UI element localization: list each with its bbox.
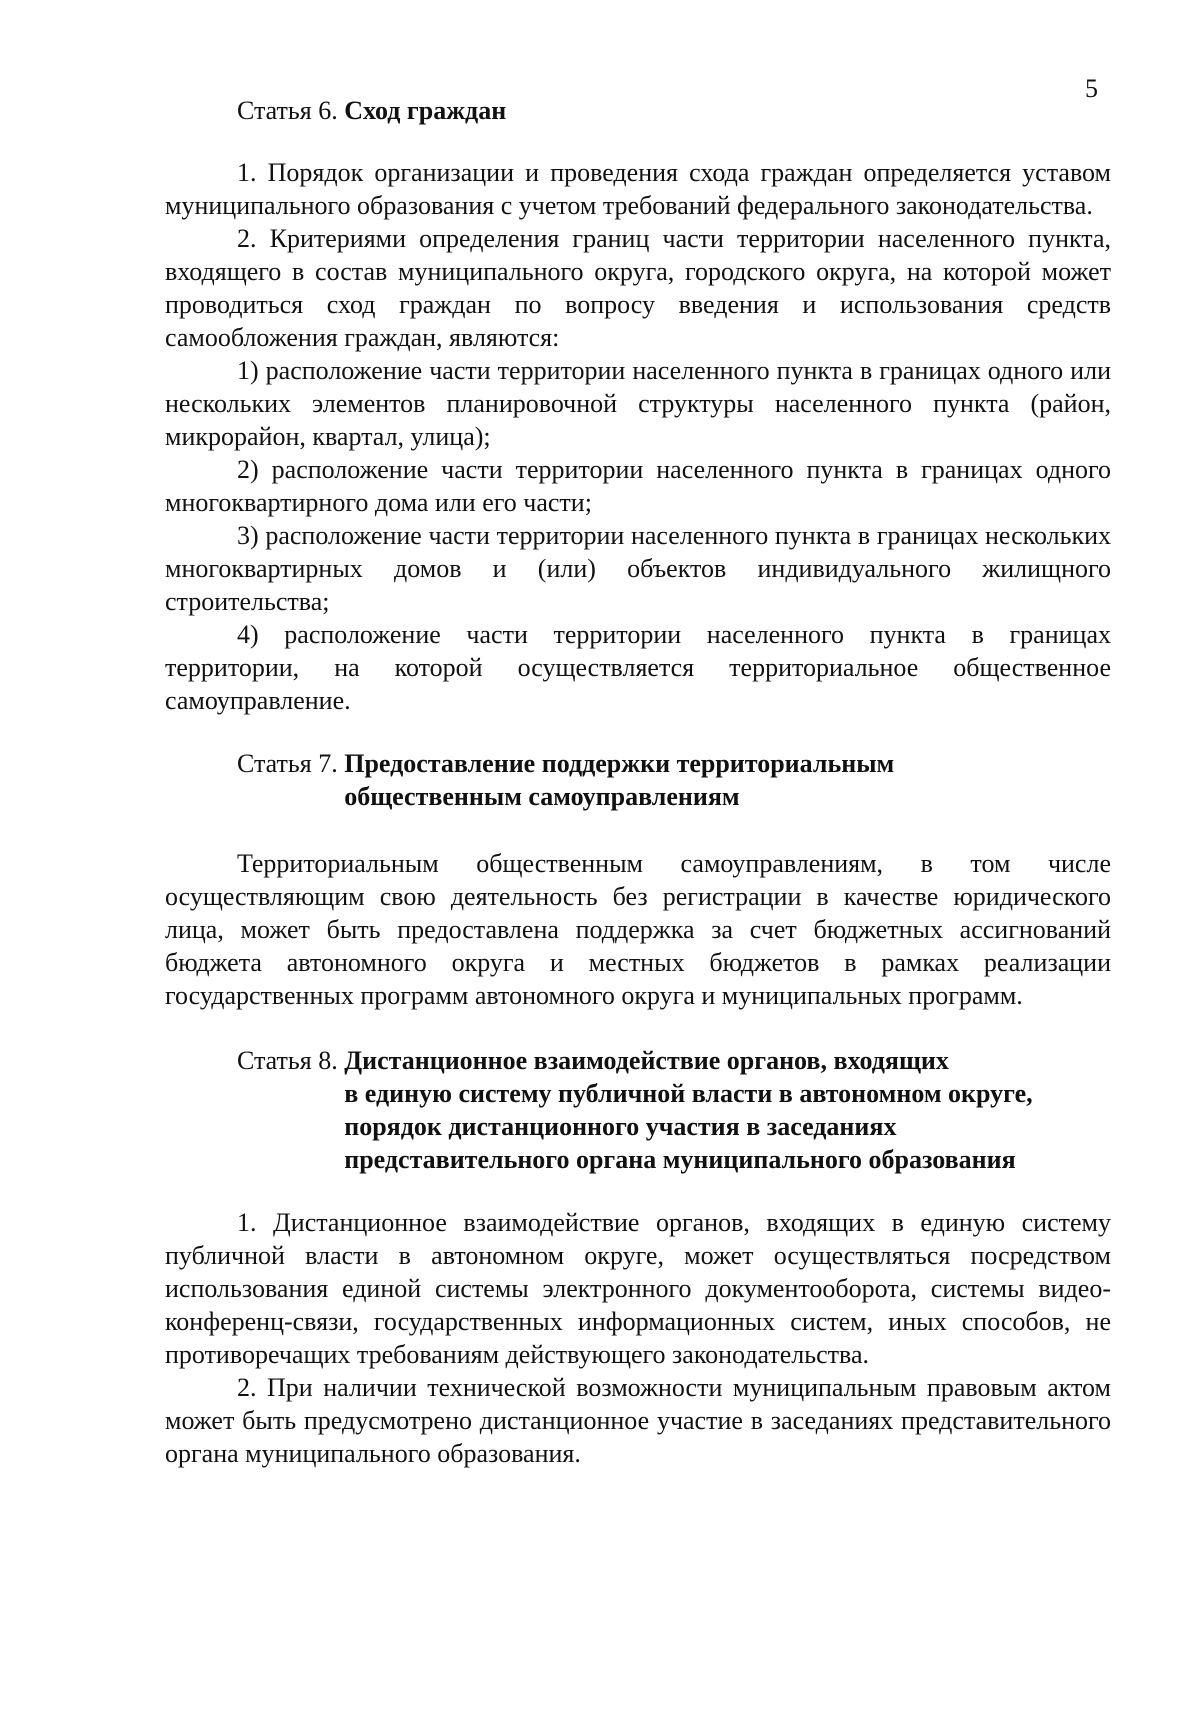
article-6-heading [165,94,1111,127]
article-8-title-line: в единую систему публичной власти в автономном округе, [344,1079,1033,1108]
article-8-title [344,1044,1032,1176]
article-6-list-item: 4) расположение части территории населенного пункта в границах территории, на которой осуществляется территориальное общественное самоуправление. [165,620,1111,715]
article-8-paragraph: 1. Дистанционное взаимодействие органов, входящих в единую систему публичной власти в автономном округе, может осуществляться посредством использования единой системы электронного документооборота, системы видео-конференц-связи, государственных информационных систем, иных способов, не противоречащих требованиям действующего законодательства. [165,1208,1111,1369]
page-number: 5 [1085,74,1098,103]
article-7-title [344,747,894,813]
article-8-paragraph: 2. При наличии технической возможности муниципальным правовым актом может быть предусмотрено дистанционное участие в заседаниях представительного органа муниципального образования. [165,1373,1111,1468]
article-6-title [344,94,506,127]
article-6-paragraph: 1. Порядок организации и проведения схода граждан определяется уставом муниципального образования с учетом требований федерального законодательства. [165,158,1111,220]
article-6-number: Статья 6. [237,96,345,125]
article-7-heading [165,747,1111,813]
article-6-list-item: 2) расположение части территории населенного пункта в границах одного многоквартирного дома или его части; [165,455,1111,517]
article-7-title-line: Предоставление поддержки территориальным [344,749,895,778]
document-body [165,94,1111,1470]
article-7-title-line: общественным самоуправлениям [344,782,740,811]
article-8-heading [165,1044,1111,1176]
article-7-number: Статья 7. [237,749,345,778]
article-6-list-item: 3) расположение части территории населенного пункта в границах нескольких многоквартирных домов и (или) объектов индивидуального жилищного строительства; [165,521,1111,616]
article-8-number: Статья 8. [237,1046,345,1075]
article-8-title-line: представительного органа муниципального образования [344,1145,1016,1174]
article-7-paragraph: Территориальным общественным самоуправлениям, в том числе осуществляющим свою деятельность без регистрации в качестве юридического лица, может быть предоставлена поддержка за счет бюджетных ассигнований бюджета автономного округа и местных бюджетов в рамках реализации государственных программ автономного округа и муниципальных программ. [165,849,1111,1010]
article-8-title-line: порядок дистанционного участия в заседаниях [344,1112,897,1141]
article-6-paragraph: 2. Критериями определения границ части территории населенного пункта, входящего в состав муниципального округа, городского округа, на которой может проводиться сход граждан по вопросу введения и использования средств самообложения граждан, являются: [165,224,1111,352]
article-8-title-line: Дистанционное взаимодействие органов, входящих [344,1046,949,1075]
article-6-list-item: 1) расположение части территории населенного пункта в границах одного или нескольких элементов планировочной структуры населенного пункта (район, микрорайон, квартал, улица); [165,356,1111,451]
article-6-title-line: Сход граждан [344,96,507,125]
